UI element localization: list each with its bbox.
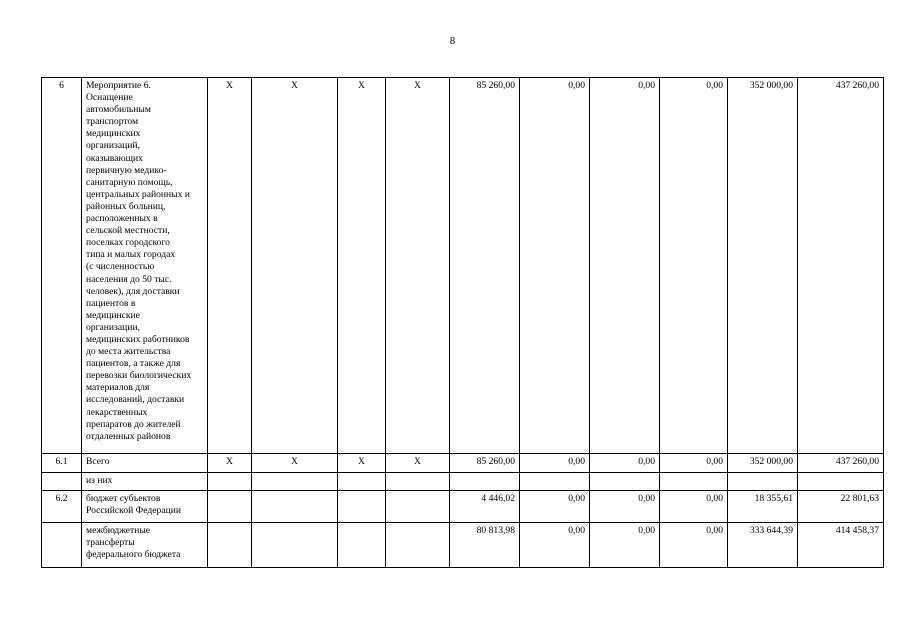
table-row (42, 491, 884, 523)
total-amount-cell: 414 458,37 (798, 523, 884, 568)
table-row (42, 78, 884, 454)
x-mark-cell: X (338, 78, 386, 454)
amount-cell: 352 000,00 (728, 78, 798, 454)
table-row (42, 454, 884, 473)
table-row (42, 473, 884, 491)
amount-cell: 333 644,39 (728, 523, 798, 568)
x-mark-cell (208, 491, 252, 523)
amount-cell: 0,00 (660, 78, 728, 454)
amount-cell: 0,00 (590, 454, 660, 473)
row-number-cell: 6 (42, 78, 82, 454)
x-mark-cell: X (386, 454, 450, 473)
amount-cell: 85 260,00 (450, 78, 520, 454)
amount-cell: 0,00 (520, 454, 590, 473)
x-mark-cell (252, 523, 338, 568)
row-number-cell (42, 473, 82, 491)
amount-cell: 0,00 (520, 78, 590, 454)
amount-cell: 0,00 (660, 454, 728, 473)
amount-cell: 80 813,98 (450, 523, 520, 568)
x-mark-cell: X (252, 78, 338, 454)
total-amount-cell: 437 260,00 (798, 454, 884, 473)
amount-cell: 0,00 (590, 78, 660, 454)
x-mark-cell (386, 473, 450, 491)
x-mark-cell (338, 491, 386, 523)
measure-name-cell: Мероприятие 6. Оснащение автомобильным транспортом медицинских организаций, оказывающих первичную медико- санитарную помощь, центральных районных и районных больниц, расположенных в сельской местности, поселках городского типа и малых городах (с численностью населения до 50 тыс. человек), для доставки пациентов в медицинские организации, медицинских работников до места жительства пациентов, а также для перевозки биологических материалов для исследований, доставки лекарственных препаратов до жителей отдаленных районов (82, 78, 208, 454)
row-number-cell (42, 523, 82, 568)
x-mark-cell (338, 523, 386, 568)
measure-name-cell: бюджет субъектов Российской Федерации (82, 491, 208, 523)
row-number-cell: 6.1 (42, 454, 82, 473)
x-mark-cell (208, 523, 252, 568)
x-mark-cell: X (208, 454, 252, 473)
amount-cell (660, 473, 728, 491)
amount-cell (520, 473, 590, 491)
total-amount-cell: 22 801,63 (798, 491, 884, 523)
x-mark-cell: X (252, 454, 338, 473)
measure-name-cell: межбюджетные трансферты федерального бюджета (82, 523, 208, 568)
measure-name-cell: Всего (82, 454, 208, 473)
row-number-cell: 6.2 (42, 491, 82, 523)
amount-cell: 352 000,00 (728, 454, 798, 473)
x-mark-cell (338, 473, 386, 491)
x-mark-cell: X (208, 78, 252, 454)
x-mark-cell (386, 523, 450, 568)
amount-cell (728, 473, 798, 491)
x-mark-cell: X (386, 78, 450, 454)
amount-cell: 0,00 (520, 491, 590, 523)
amount-cell: 4 446,02 (450, 491, 520, 523)
amount-cell: 85 260,00 (450, 454, 520, 473)
amount-cell: 18 355,61 (728, 491, 798, 523)
amount-cell (590, 473, 660, 491)
total-amount-cell: 437 260,00 (798, 78, 884, 454)
total-amount-cell (798, 473, 884, 491)
x-mark-cell (252, 491, 338, 523)
amount-cell: 0,00 (590, 491, 660, 523)
table-row (42, 523, 884, 568)
page-number: 8 (449, 36, 456, 47)
amount-cell: 0,00 (660, 491, 728, 523)
x-mark-cell (386, 491, 450, 523)
amount-cell: 0,00 (590, 523, 660, 568)
amount-cell: 0,00 (660, 523, 728, 568)
amount-cell: 0,00 (520, 523, 590, 568)
x-mark-cell (252, 473, 338, 491)
x-mark-cell: X (338, 454, 386, 473)
amount-cell (450, 473, 520, 491)
measure-name-cell: из них (82, 473, 208, 491)
budget-table (41, 77, 884, 568)
x-mark-cell (208, 473, 252, 491)
